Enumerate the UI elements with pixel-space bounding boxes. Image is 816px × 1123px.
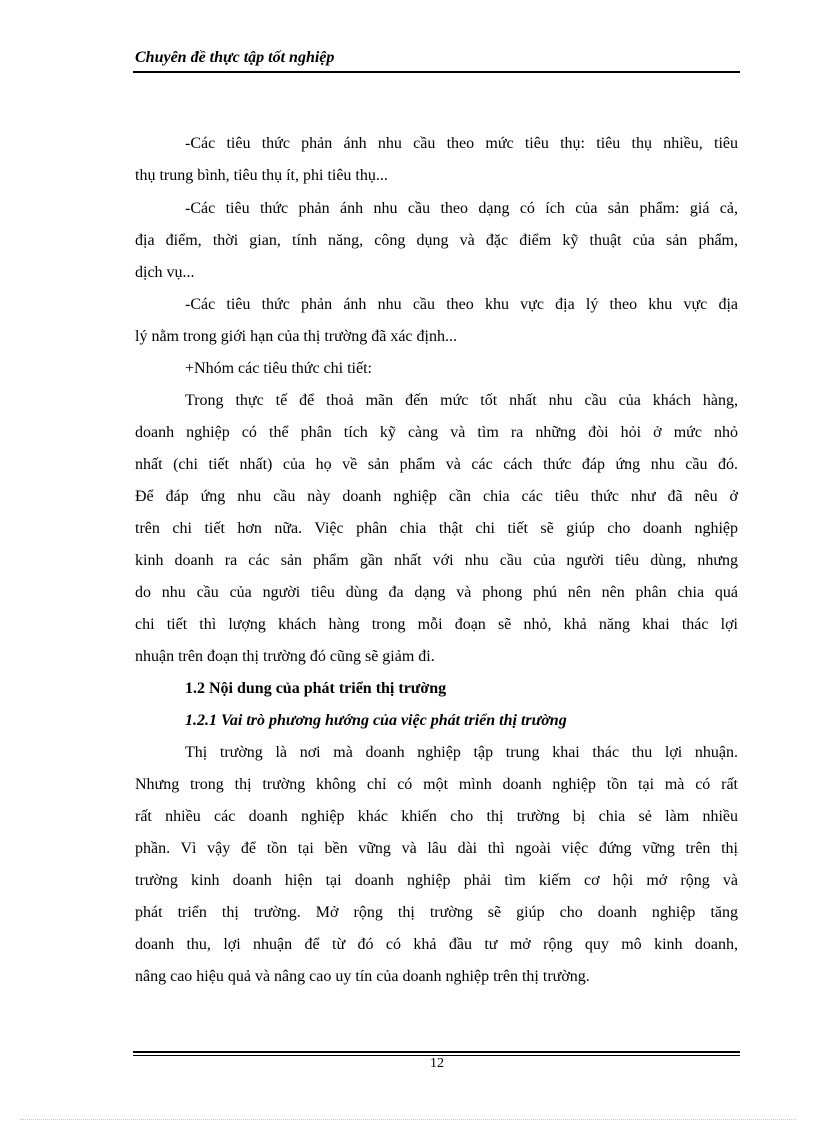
text-line: dịch vụ...	[135, 264, 195, 281]
text-line: do nhu cầu của người tiêu dùng đa dạng và phong phú nên nên phân chia quá	[135, 584, 738, 601]
text-line: trên chi tiết hơn nữa. Việc phân chia thật chi tiết sẽ giúp cho doanh nghiệp	[135, 520, 738, 537]
section-heading: 1.2 Nội dung của phát triển thị trường	[185, 680, 447, 697]
text-line: Thị trường là nơi mà doanh nghiệp tập trung khai thác thu lợi nhuận.	[185, 744, 738, 761]
text-line: lý nằm trong giới hạn của thị trường đã xác định...	[135, 328, 457, 345]
text-line: trường kinh doanh hiện tại doanh nghiệp phải tìm kiếm cơ hội mở rộng và	[135, 872, 738, 889]
text-line: chi tiết thì lượng khách hàng trong mỗi đoạn sẽ nhỏ, khả năng khai thác lợi	[135, 616, 738, 633]
text-line: phát triển thị trường. Mở rộng thị trường sẽ giúp cho doanh nghiệp tăng	[135, 904, 738, 921]
header-rule	[133, 71, 740, 73]
subsection-heading: 1.2.1 Vai trò phương hướng của việc phát triển thị trường	[185, 712, 567, 729]
text-line: -Các tiêu thức phản ánh nhu cầu theo khu vực địa lý theo khu vực địa	[185, 296, 738, 313]
text-line: kinh doanh ra các sản phẩm gần nhất với nhu cầu của người tiêu dùng, nhưng	[135, 552, 738, 569]
text-line: địa điểm, thời gian, tính năng, công dụng và đặc điểm kỹ thuật của sản phẩm,	[135, 232, 738, 249]
text-line: nhuận trên đoạn thị trường đó cũng sẽ giảm đi.	[135, 648, 435, 665]
text-line: rất nhiều các doanh nghiệp khác khiến cho thị trường bị chia sẻ làm nhiều	[135, 808, 738, 825]
text-line: -Các tiêu thức phản ánh nhu cầu theo dạng có ích của sản phẩm: giá cả,	[185, 200, 738, 217]
page-number: 12	[430, 1056, 444, 1071]
text-line: -Các tiêu thức phản ánh nhu cầu theo mức tiêu thụ: tiêu thụ nhiều, tiêu	[185, 135, 738, 152]
text-line: Nhưng trong thị trường không chỉ có một mình doanh nghiệp tồn tại mà có rất	[135, 776, 738, 793]
text-line: nâng cao hiệu quả và nâng cao uy tín của doanh nghiệp trên thị trường.	[135, 968, 590, 985]
text-line: doanh nghiệp có thể phân tích kỹ càng và tìm ra những đòi hỏi ở mức nhỏ	[135, 424, 738, 441]
text-line: thụ trung bình, tiêu thụ ít, phi tiêu thụ...	[135, 167, 388, 184]
text-line: Để đáp ứng nhu cầu này doanh nghiệp cần chia các tiêu thức như đã nêu ở	[135, 488, 738, 505]
text-line: doanh thu, lợi nhuận để từ đó có khả đầu tư mở rộng quy mô kinh doanh,	[135, 936, 738, 953]
text-line: Trong thực tế để thoả mãn đến mức tốt nhất nhu cầu của khách hàng,	[185, 392, 738, 409]
header-title: Chuyên đề thực tập tốt nghiệp	[135, 49, 335, 66]
text-line: phần. Vì vậy để tồn tại bền vững và lâu dài thì ngoài việc đứng vững trên thị	[135, 840, 738, 857]
text-line: +Nhóm các tiêu thức chi tiết:	[185, 360, 372, 377]
text-line: nhất (chi tiết nhất) của họ về sản phẩm và các cách thức đáp ứng nhu cầu đó.	[135, 456, 738, 473]
footer-rule	[133, 1051, 740, 1053]
page-bottom-dotted-border	[20, 1119, 796, 1120]
